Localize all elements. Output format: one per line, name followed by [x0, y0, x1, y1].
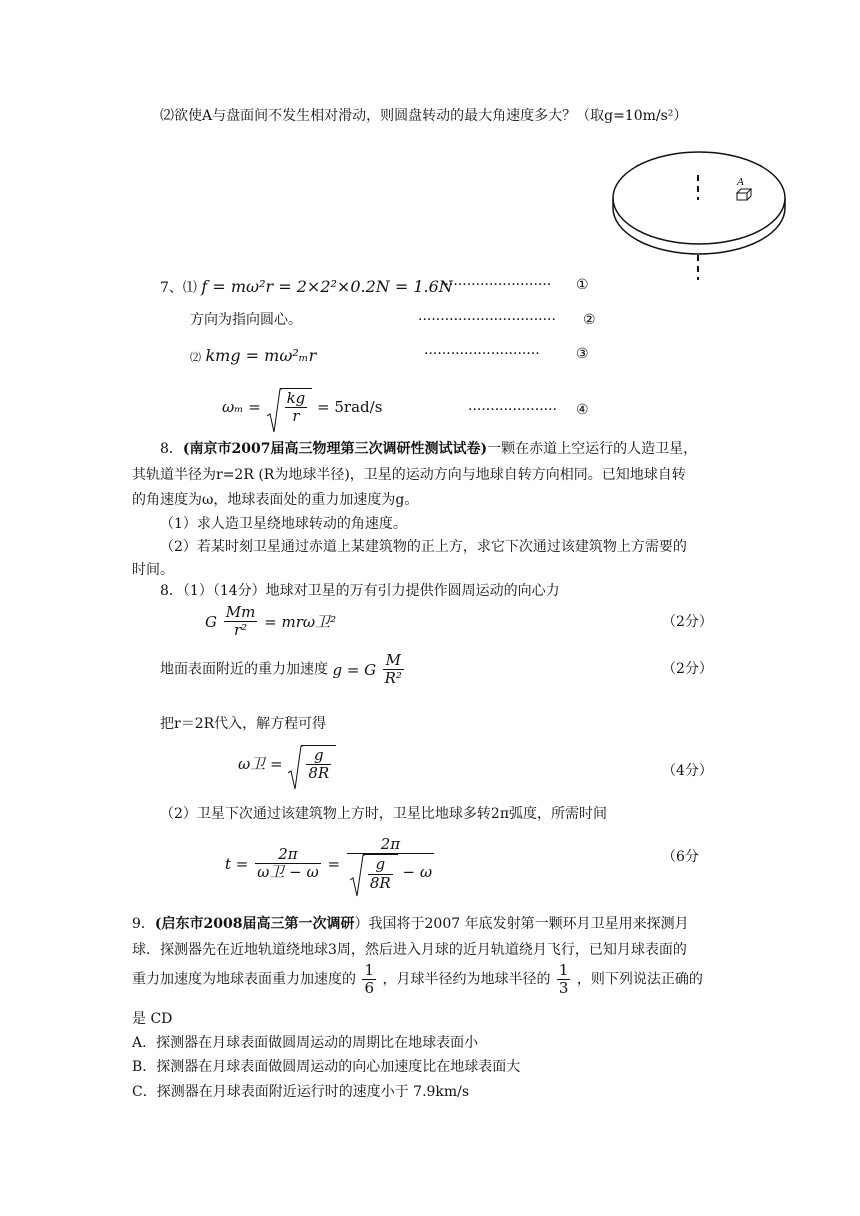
q8-line1 [160, 441, 697, 458]
q9-num: 9． [132, 916, 155, 932]
q9-line2: 球．探测器先在近地轨道绕地球3周，然后进入月球的近月轨道绕月飞行，已知月球表面的 [132, 942, 687, 958]
rotating-disk-diagram [600, 150, 800, 285]
q8-sub1: （1）求人造卫星绕地球转动的角速度。 [160, 516, 407, 532]
a8-eqC-den: 8R [308, 764, 330, 783]
a8-eqB-num: M [383, 652, 404, 670]
a8-head: 8．（1）（14分）地球对卫星的万有引力提供作圆周运动的向心力 [160, 583, 560, 599]
a7-dots4: ···················· [468, 402, 558, 418]
q8-line3: 的角速度为ω，地球表面处的重力加速度为g。 [132, 492, 419, 508]
a7-prefix: 7、⑴ [160, 280, 197, 296]
a7-eq3-rhs: = 5rad/s [317, 397, 383, 416]
a8-eqC-sqrt [287, 745, 336, 783]
q9-line3a: 重力加速度为地球表面重力加速度的 [132, 971, 356, 988]
q9-line3c: ，则下列说法正确的 [576, 971, 703, 988]
a7-eq3-lhs: ωₘ = [222, 397, 261, 416]
q9-option-a: A．探测器在月球表面做圆周运动的周期比在地球表面小 [132, 1035, 479, 1051]
a8-part2: （2）卫星下次通过该建筑物上方时，卫星比地球多转2π弧度，所需时间 [160, 806, 608, 822]
a8-eqD [225, 836, 436, 892]
q9-answer: 是 CD [132, 1011, 173, 1027]
q9-line1 [132, 916, 689, 933]
a7-dots1: ························· [440, 277, 552, 293]
a8-eqC-lhs: ω卫 = [238, 754, 283, 773]
a8-eqC-num: g [306, 747, 331, 765]
q8-num: 8． [160, 441, 183, 457]
a7-mark4: ④ [576, 402, 589, 418]
a7-line1 [160, 277, 453, 297]
a8-score2: （2分） [662, 661, 713, 677]
a7-line3 [190, 346, 316, 366]
a7-eq3 [222, 388, 382, 426]
q9-option-c: C．探测器在月球表面附近运行时的速度小于 7.9km/s [132, 1084, 470, 1100]
q9-f2-den: 3 [558, 979, 569, 998]
a7-mark2: ② [583, 312, 596, 328]
a8-eqA-num: Mm [225, 603, 256, 621]
a7-eq3-den: r [292, 407, 300, 426]
a8-score1: （2分） [662, 614, 713, 630]
a8-eqD-lhs: t = [225, 854, 249, 873]
q8-source: (南京市2007届高三物理第三次调研性测试试卷) [182, 441, 488, 457]
a7-eq2-prefix: ⑵ [190, 351, 201, 364]
q8-line1-rest: 一颗在赤道上空运行的人造卫星， [487, 441, 698, 457]
a7-eq2: kmg = mω²ₘr [205, 346, 317, 365]
a8-eqA-g: G [205, 612, 217, 631]
a8-eqD-num2: 2π [347, 836, 434, 854]
a8-eqB [160, 652, 406, 688]
a7-dots2: ······························· [418, 312, 556, 328]
a8-gtext: 地面表面附近的重力加速度 [160, 661, 328, 678]
a8-eqB-lhs: g = G [332, 660, 377, 679]
a8-eqA [205, 604, 336, 640]
a8-eqD-rad-num: g [368, 856, 393, 874]
a8-eqA-rhs: = mrω卫² [264, 612, 337, 631]
q8-sub2a: （2）若某时刻卫星通过赤道上某建筑物的正上方，求它下次通过该建筑物上方需要的 [160, 539, 687, 555]
a7-eq3-num: kg [286, 389, 306, 407]
q9-line3b: ，月球半径约为地球半径的 [382, 971, 551, 988]
q9-f2-num: 1 [558, 961, 569, 979]
a8-eqA-den: r² [233, 621, 248, 640]
a8-eqC [238, 745, 336, 783]
a8-eqD-den1: ω卫 − ω [257, 863, 319, 882]
a8-eqD-sqrt [349, 854, 398, 892]
disk-label-a: A [737, 176, 744, 188]
a7-direction: 方向为指向圆心。 [190, 312, 302, 328]
a8-substitute: 把r＝2R代入，解方程可得 [160, 716, 327, 732]
q9-source: (启东市2008届高三第一次调研 [154, 916, 355, 932]
a7-eq1: f = mω²r = 2×2²×0.2N = 1.6N [201, 277, 453, 296]
q8-line2: 其轨道半径为r=2R (R为地球半径)，卫星的运动方向与地球自转方向相同。已知地球自转 [132, 467, 686, 483]
a8-eqD-eq: = [327, 854, 341, 873]
a8-eqD-minus: − ω [402, 863, 433, 881]
a8-eqD-num1: 2π [255, 846, 321, 864]
a8-score4: （6分 [662, 849, 699, 865]
q6-part2: ⑵欲使A与盘面间不发生相对滑动，则圆盘转动的最大角速度多大？（取g=10m/s²） [160, 108, 688, 124]
q8-sub2b: 时间。 [132, 562, 174, 578]
q9-line1-rest: ）我国将于2007 年底发射第一颗环月卫星用来探测月 [354, 916, 689, 932]
a7-eq3-sqrt [266, 388, 313, 426]
a8-score3: （4分） [662, 763, 713, 779]
q9-f1-num: 1 [364, 961, 374, 979]
q9-line3 [132, 962, 703, 998]
a7-mark3: ③ [576, 346, 589, 362]
q9-f1-den: 6 [364, 979, 374, 998]
q9-option-b: B．探测器在月球表面做圆周运动的向心加速度比在地球表面大 [132, 1059, 521, 1075]
a8-eqD-rad-den: 8R [369, 873, 391, 892]
a8-eqB-den: R² [384, 669, 402, 688]
a7-mark1: ① [576, 277, 589, 293]
a7-dots3: ·························· [424, 346, 540, 362]
